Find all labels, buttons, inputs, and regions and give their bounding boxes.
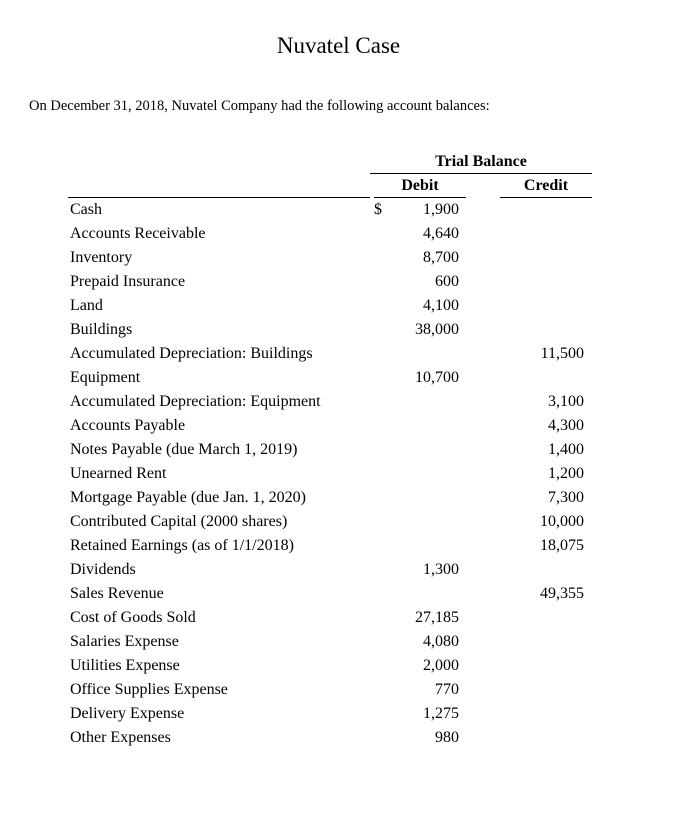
account-name: Sales Revenue — [70, 585, 164, 602]
credit-column-header: Credit — [523, 177, 569, 194]
table-row — [0, 463, 677, 487]
account-name: Delivery Expense — [70, 705, 185, 722]
currency-symbol: $ — [374, 201, 382, 218]
header-underline — [370, 173, 592, 174]
debit-amount: 2,000 — [423, 657, 459, 674]
credit-amount: 1,200 — [548, 465, 584, 482]
debit-amount: 600 — [435, 273, 459, 290]
account-name: Accumulated Depreciation: Buildings — [70, 345, 313, 362]
table-row — [0, 223, 677, 247]
table-row — [0, 583, 677, 607]
account-name: Unearned Rent — [70, 465, 167, 482]
account-name: Inventory — [70, 249, 133, 266]
account-name: Equipment — [70, 369, 141, 386]
debit-amount: 1,300 — [423, 561, 459, 578]
account-name: Office Supplies Expense — [70, 681, 228, 698]
table-row — [0, 391, 677, 415]
account-name: Utilities Expense — [70, 657, 180, 674]
debit-amount: 770 — [435, 681, 459, 698]
table-row — [0, 655, 677, 679]
debit-amount: 980 — [435, 729, 459, 746]
account-name: Cost of Goods Sold — [70, 609, 196, 626]
table-row — [0, 199, 677, 223]
credit-amount: 1,400 — [548, 441, 584, 458]
credit-amount: 7,300 — [548, 489, 584, 506]
credit-amount: 11,500 — [540, 345, 584, 362]
table-row — [0, 487, 677, 511]
table-row — [0, 511, 677, 535]
debit-amount: 4,100 — [423, 297, 459, 314]
table-top-rule-accounts — [68, 197, 370, 198]
account-name: Accounts Receivable — [70, 225, 206, 242]
table-row — [0, 247, 677, 271]
account-name: Buildings — [70, 321, 133, 338]
credit-amount: 49,355 — [540, 585, 584, 602]
table-row — [0, 559, 677, 583]
debit-amount: 10,700 — [415, 369, 459, 386]
account-name: Contributed Capital (2000 shares) — [70, 513, 288, 530]
table-row — [0, 535, 677, 559]
credit-amount: 3,100 — [548, 393, 584, 410]
debit-amount: 27,185 — [415, 609, 459, 626]
table-top-rule-debit — [374, 197, 466, 198]
table-row — [0, 415, 677, 439]
account-name: Accounts Payable — [70, 417, 186, 434]
debit-amount: 8,700 — [423, 249, 459, 266]
table-row — [0, 679, 677, 703]
debit-amount: 4,080 — [423, 633, 459, 650]
table-row — [0, 271, 677, 295]
account-name: Cash — [70, 201, 102, 218]
account-name: Other Expenses — [70, 729, 171, 746]
table-top-rule-credit — [500, 197, 592, 198]
account-name: Salaries Expense — [70, 633, 179, 650]
intro-text: On December 31, 2018, Nuvatel Company had the following account balances: — [29, 98, 490, 114]
trial-balance-rows — [0, 199, 677, 751]
debit-column-header: Debit — [401, 177, 439, 194]
account-name: Dividends — [70, 561, 136, 578]
debit-amount: 38,000 — [415, 321, 459, 338]
table-row — [0, 439, 677, 463]
table-row — [0, 727, 677, 751]
credit-amount: 10,000 — [540, 513, 584, 530]
table-row — [0, 631, 677, 655]
debit-amount: 1,275 — [423, 705, 459, 722]
credit-amount: 4,300 — [548, 417, 584, 434]
table-row — [0, 703, 677, 727]
debit-amount: 4,640 — [423, 225, 459, 242]
table-row — [0, 343, 677, 367]
trial-balance-header: Trial Balance — [435, 153, 527, 170]
table-row — [0, 607, 677, 631]
debit-amount: 1,900 — [423, 201, 459, 218]
account-name: Land — [70, 297, 103, 314]
table-row — [0, 367, 677, 391]
account-name: Mortgage Payable (due Jan. 1, 2020) — [70, 489, 306, 506]
table-row — [0, 295, 677, 319]
account-name: Prepaid Insurance — [70, 273, 186, 290]
table-row — [0, 319, 677, 343]
credit-amount: 18,075 — [540, 537, 584, 554]
page-title: Nuvatel Case — [276, 33, 401, 58]
account-name: Accumulated Depreciation: Equipment — [70, 393, 321, 410]
account-name: Retained Earnings (as of 1/1/2018) — [70, 537, 294, 554]
account-name: Notes Payable (due March 1, 2019) — [70, 441, 298, 458]
